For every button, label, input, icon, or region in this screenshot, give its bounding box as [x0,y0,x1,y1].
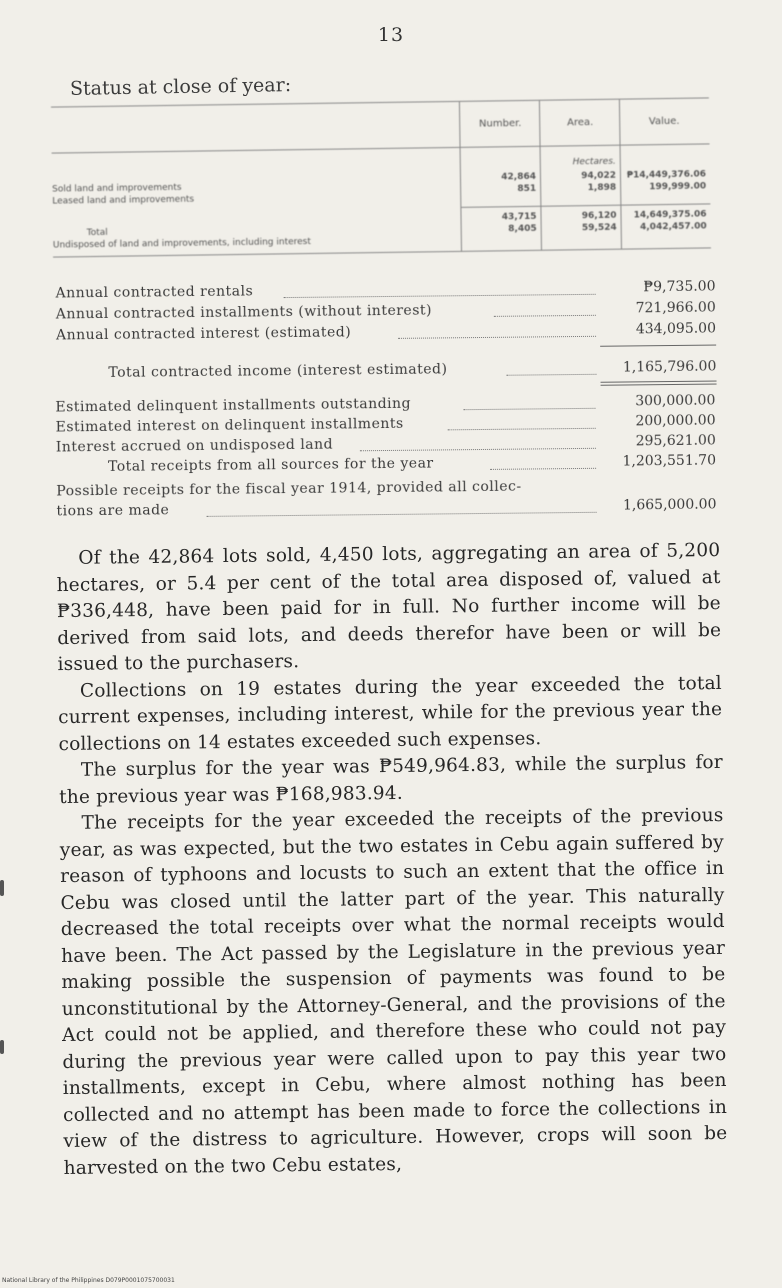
table-row-label: Total [86,227,108,239]
table-cell-number: 43,715 [501,211,537,223]
ledger-label: tions are made [56,502,170,520]
paragraph: Of the 42,864 lots sold, 4,450 lots, aggregating an area of 5,200 hectares, or 5.4 per cent of the total area disposed of, valued at ₱336,448, have been paid for in full. No further income will be derived from said lots, and deeds therefor have been or will be issued to the purchasers. [56,539,722,676]
ledger-label: Possible receipts for the fiscal year 1914, provided all collec- [56,478,522,500]
ledger-label: Estimated interest on delinquent installments [55,415,404,436]
income-ledger [55,279,716,386]
table-row-label: Sold land and improvements [52,182,182,195]
scan-credit: National Library of the Philippines D079P0001075700031 [2,1277,175,1284]
table-cell-value: 4,042,457.00 [639,221,707,233]
leader-dots [490,467,596,470]
leader-dots [360,447,596,451]
ledger-label: Annual contracted rentals [55,283,254,302]
sum-rule [600,345,716,347]
table-row-label: Undisposed of land and improvements, including interest [52,236,311,251]
ledger-amount: 434,095.00 [635,320,717,338]
status-table [51,95,711,264]
ledger-amount: 1,203,551.70 [622,452,717,470]
ledger-line [56,321,716,346]
leader-dots [506,373,596,376]
column-header-area: Area. [567,117,594,129]
table-cell-area: 1,898 [587,182,617,194]
table-top-rule [51,97,709,107]
table-cell-area: 59,524 [581,222,617,234]
leader-dots [284,293,596,298]
table-cell-value: 199,999.00 [649,181,707,193]
paragraph: The receipts for the year exceeded the receipts of the previous year, as was expected, but the two estates in Cebu again suffered by reason of typhoons and locusts to such an extent that the office in Cebu was closed until the latter part of the year. This naturally decreased the total receipts over what the normal receipts would have been. The Act passed by the Legislature in the previous year making possible the suspension of payments was found to be unconstitutional by the Attorney-General, and the provisions of the Act could not be applied, and therefore these who could not pay during the previous year were called upon to pay this year two installments, except in Cebu, where almost nothing has been collected and no attempt has been made to force the collections in view of the distress to agriculture. However, crops will soon be harvested on the two Cebu estates, [59,804,728,1179]
paragraph: Collections on 19 estates during the year exceeded the total current expenses, including interest, while for the previous year the collections on 14 estates exceeded such expenses. [58,672,723,755]
section-heading: Status at close of year: [69,74,292,100]
table-row-label: Leased land and improvements [52,194,195,207]
ledger-amount: 200,000.00 [635,412,716,430]
ledger-amount: 300,000.00 [635,392,716,410]
ledger-label: Annual contracted interest (estimated) [55,324,352,344]
leader-dots [207,511,597,517]
table-cell-area: 96,120 [581,210,617,222]
binding-mark [0,880,4,896]
table-cell-number: 851 [517,183,537,195]
ledger-amount: 1,165,796.00 [622,358,717,376]
ledger-amount: 721,966.00 [635,299,716,317]
ledger-label: Annual contracted installments (without interest) [55,302,433,323]
table-cell-value: 14,649,375.06 [633,209,707,221]
column-header-number: Number. [478,118,522,130]
ledger-amount: 295,621.00 [635,432,716,450]
ledger-amount: 1,665,000.00 [622,496,717,514]
table-cell-value: ₱14,449,376.06 [626,169,707,181]
table-header-rule [52,143,710,153]
table-cell-number: 42,864 [501,171,537,183]
table-cell-area: 94,022 [581,170,617,182]
body-text [56,538,728,1182]
leader-dots [463,407,595,410]
leader-dots [494,314,596,317]
ledger-label: Total contracted income (interest estimated) [108,361,448,381]
double-rule [601,381,717,383]
paragraph: The surplus for the year was ₱549,964.83, while the surplus for the previous year was ₱168,983.94. [59,751,723,808]
ledger-label: Estimated delinquent installments outstanding [55,395,412,416]
column-header-value: Value. [648,115,680,128]
leader-dots [448,427,596,431]
double-rule [601,384,717,386]
ledger-label: Interest accrued on undisposed land [55,436,334,456]
table-cell-number: 8,405 [508,223,537,235]
leader-dots [398,335,596,339]
page-number: 13 [377,24,405,46]
ledger-amount: ₱9,735.00 [643,278,716,296]
binding-mark [0,1040,4,1054]
ledger-line [56,359,716,384]
table-subtotal-rule [460,203,710,207]
ledger-label: Total receipts from all sources for the year [107,455,434,475]
area-unit-label: Hectares. [572,156,616,168]
receipts-ledger [55,393,716,530]
